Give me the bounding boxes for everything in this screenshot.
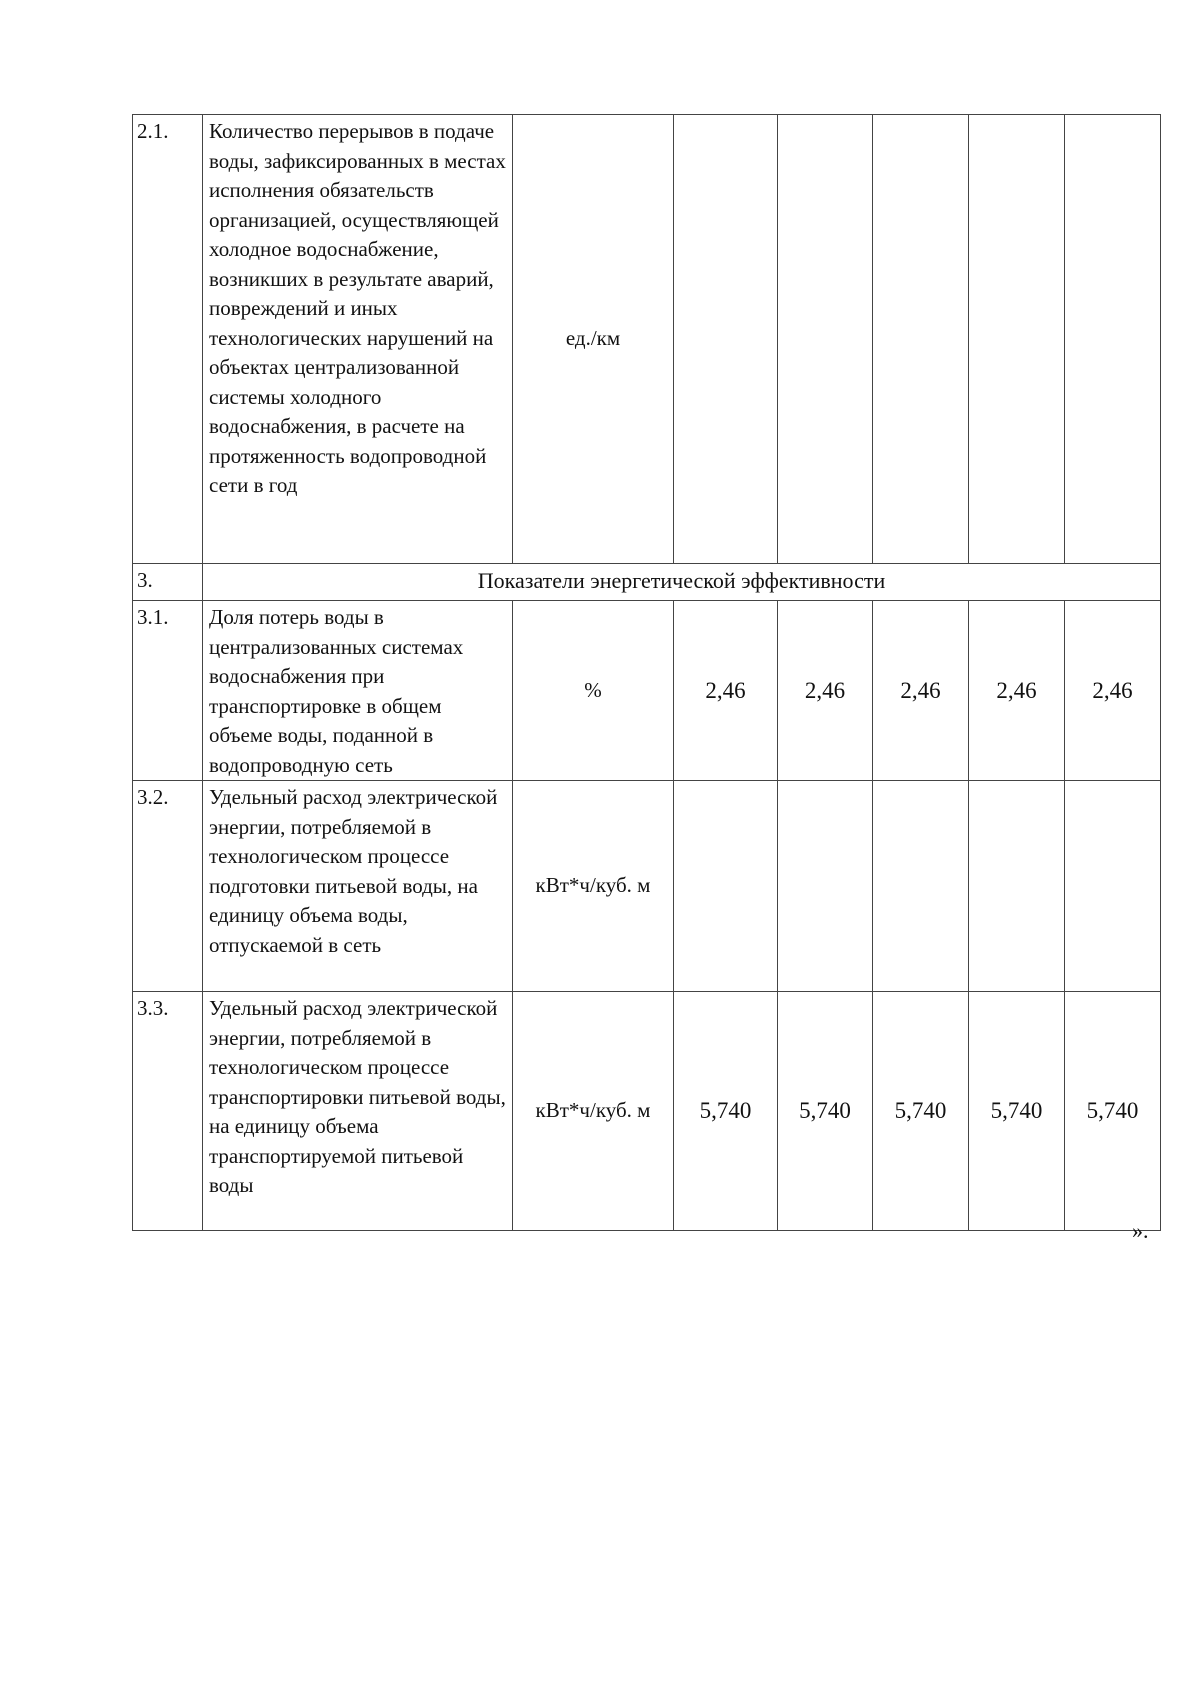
indicator-name: Удельный расход электрической энергии, потребляемой в технологическом процессе подготовки питьевой воды, на единицу объема воды, отпускаемой в сеть (203, 781, 513, 992)
value-cell: 2,46 (969, 601, 1065, 781)
value-cell: 5,740 (674, 992, 778, 1231)
unit-cell: кВт*ч/куб. м (513, 781, 674, 992)
value-cell (969, 781, 1065, 992)
row-number: 3.3. (133, 992, 203, 1231)
value-cell: 5,740 (969, 992, 1065, 1231)
value-cell (778, 115, 873, 564)
value-cell: 2,46 (674, 601, 778, 781)
indicator-name: Удельный расход электрической энергии, потребляемой в технологическом процессе транспортировки питьевой воды, на единицу объема транспортируемой питьевой воды (203, 992, 513, 1231)
indicator-name: Количество перерывов в подаче воды, зафиксированных в местах исполнения обязательств организацией, осуществляющей холодное водоснабжение, возникших в результате аварий, повреждений и иных технологических нарушений на объектах централизованной системы холодного водоснабжения, в расчете на протяженность водопроводной сети в год (203, 115, 513, 564)
unit-cell: кВт*ч/куб. м (513, 992, 674, 1231)
value-cell (873, 781, 969, 992)
value-cell: 2,46 (873, 601, 969, 781)
closing-quote-mark: ». (1132, 1218, 1149, 1243)
unit-cell: % (513, 601, 674, 781)
value-cell (873, 115, 969, 564)
value-cell (969, 115, 1065, 564)
unit-cell: ед./км (513, 115, 674, 564)
value-cell: 2,46 (778, 601, 873, 781)
value-cell: 5,740 (778, 992, 873, 1231)
value-cell: 5,740 (873, 992, 969, 1231)
row-number: 3.2. (133, 781, 203, 992)
indicators-table (132, 114, 1161, 1231)
table-row (133, 601, 1161, 781)
value-cell (1065, 781, 1161, 992)
value-cell (674, 115, 778, 564)
value-cell (778, 781, 873, 992)
table-row (133, 115, 1161, 564)
row-number: 2.1. (133, 115, 203, 564)
section-row (133, 564, 1161, 601)
table-row (133, 992, 1161, 1231)
row-number: 3.1. (133, 601, 203, 781)
value-cell: 2,46 (1065, 601, 1161, 781)
value-cell (674, 781, 778, 992)
section-title: Показатели энергетической эффективности (203, 564, 1161, 601)
table-row (133, 781, 1161, 992)
row-number: 3. (133, 564, 203, 601)
indicator-name: Доля потерь воды в централизованных системах водоснабжения при транспортировке в общем объеме воды, поданной в водопроводную сеть (203, 601, 513, 781)
value-cell (1065, 115, 1161, 564)
value-cell: 5,740 (1065, 992, 1161, 1231)
